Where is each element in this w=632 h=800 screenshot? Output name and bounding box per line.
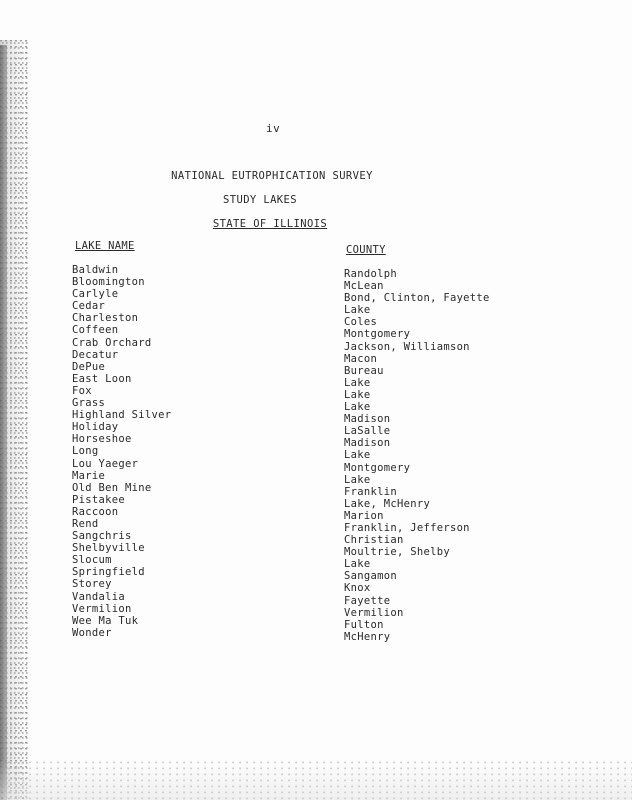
county-header: COUNTY bbox=[346, 244, 386, 256]
lake-name-item: East Loon bbox=[72, 372, 132, 385]
state-heading: STATE OF ILLINOIS bbox=[212, 218, 328, 230]
lake-name-item: Vermilion bbox=[72, 602, 132, 615]
county-item: Vermilion bbox=[344, 606, 404, 619]
county-item: Lake bbox=[344, 449, 371, 462]
county-item: Sangamon bbox=[344, 570, 397, 583]
lake-name-item: Wee Ma Tuk bbox=[72, 614, 139, 627]
county-item: Randolph bbox=[344, 268, 397, 280]
lake-name-item: Decatur bbox=[72, 348, 119, 361]
lake-name-item: Coffeen bbox=[72, 324, 119, 337]
county-list bbox=[344, 268, 490, 643]
county-item: Montgomery bbox=[344, 328, 411, 341]
lake-name-item: Lou Yaeger bbox=[72, 457, 139, 470]
county-item: Lake bbox=[344, 473, 371, 486]
lake-name-item: Fox bbox=[72, 384, 92, 397]
county-item: Lake bbox=[344, 388, 371, 401]
lake-name-item: Pistakee bbox=[72, 493, 125, 506]
lake-name-item: Marie bbox=[72, 469, 106, 482]
county-item: Bureau bbox=[344, 364, 384, 377]
lake-name-item: Shelbyville bbox=[72, 542, 145, 555]
county-item: McLean bbox=[344, 280, 384, 293]
lake-name-item: Slocum bbox=[72, 554, 112, 567]
county-item: Jackson, Williamson bbox=[344, 340, 470, 353]
lake-name-item: Grass bbox=[72, 397, 106, 410]
lake-name-item: DePue bbox=[72, 360, 106, 373]
lake-name-item: Storey bbox=[72, 578, 112, 591]
lake-name-item: Crab Orchard bbox=[72, 336, 152, 349]
county-item: Bond, Clinton, Fayette bbox=[344, 292, 490, 305]
county-item: Lake bbox=[344, 304, 371, 317]
lake-name-item: Old Ben Mine bbox=[72, 481, 152, 494]
lake-name-item: Rend bbox=[72, 517, 99, 530]
county-item: LaSalle bbox=[344, 425, 391, 438]
county-item: Madison bbox=[344, 437, 391, 450]
lake-name-item: Horseshoe bbox=[72, 433, 132, 446]
page-number: iv bbox=[266, 122, 281, 135]
county-item: Madison bbox=[344, 413, 391, 426]
county-item: Lake bbox=[344, 401, 371, 414]
county-item: Lake bbox=[344, 558, 371, 571]
county-item: Fayette bbox=[344, 594, 391, 607]
county-item: Lake, McHenry bbox=[344, 497, 431, 510]
lake-name-item: Long bbox=[72, 445, 99, 458]
county-item: Lake bbox=[344, 376, 371, 389]
county-item: Moultrie, Shelby bbox=[344, 546, 450, 559]
lake-name-item: Springfield bbox=[72, 566, 145, 579]
study-lakes-subtitle: STUDY LAKES bbox=[223, 194, 297, 206]
lake-name-item: Vandalia bbox=[72, 590, 125, 603]
county-item: Marion bbox=[344, 509, 384, 522]
county-item: Montgomery bbox=[344, 461, 411, 474]
county-item: Knox bbox=[344, 582, 371, 595]
lake-name-item: Carlyle bbox=[72, 288, 119, 301]
lake-name-item: Bloomington bbox=[72, 276, 145, 289]
county-item: Franklin bbox=[344, 485, 397, 498]
lake-name-item: Highland Silver bbox=[72, 409, 172, 422]
county-item: Fulton bbox=[344, 618, 384, 631]
county-item: Macon bbox=[344, 352, 378, 365]
survey-title: NATIONAL EUTROPHICATION SURVEY bbox=[171, 170, 373, 182]
scan-edge-shadow bbox=[0, 45, 7, 800]
lake-name-item: Baldwin bbox=[72, 264, 119, 276]
lake-name-item: Holiday bbox=[72, 421, 119, 434]
lake-name-item: Raccoon bbox=[72, 505, 119, 518]
county-item: Coles bbox=[344, 316, 378, 329]
county-item: McHenry bbox=[344, 630, 391, 643]
county-item: Christian bbox=[344, 534, 404, 547]
lake-name-header: LAKE NAME bbox=[75, 240, 135, 252]
lake-name-list bbox=[72, 264, 171, 639]
lake-name-item: Sangchris bbox=[72, 530, 132, 543]
county-item: Franklin, Jefferson bbox=[344, 521, 470, 534]
lake-name-item: Charleston bbox=[72, 312, 139, 325]
lake-name-item: Cedar bbox=[72, 300, 106, 313]
lake-name-item: Wonder bbox=[72, 626, 112, 639]
scan-bottom-noise bbox=[0, 760, 632, 800]
